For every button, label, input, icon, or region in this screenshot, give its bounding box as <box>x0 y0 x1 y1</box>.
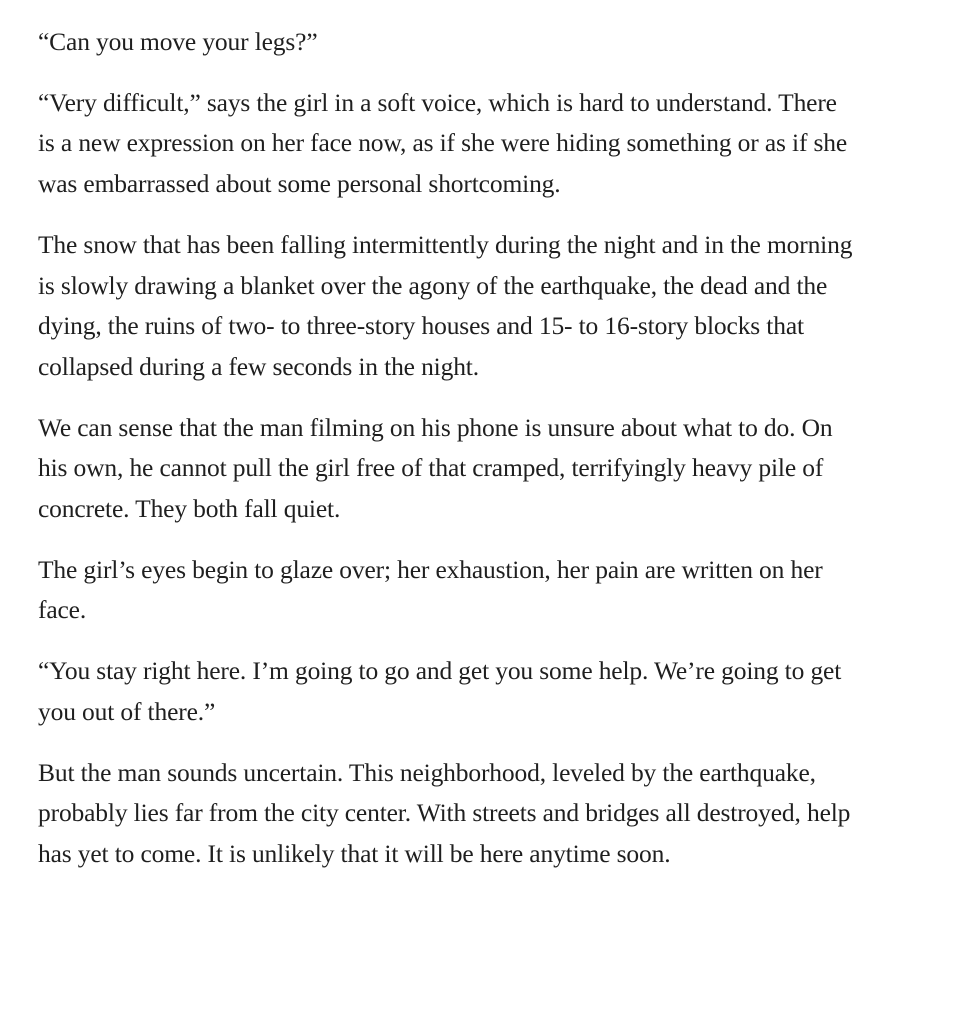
paragraph-dialogue-question: “Can you move your legs?” <box>38 27 318 56</box>
paragraph-snow-description: The snow that has been falling intermittently during the night and in the morning is slowly drawing a blanket over the agony of the earthquake, the dead and the dying, the ruins of two- to three-story houses and 15- to 16-story blocks that collapsed during a few seconds in the night. <box>38 229 853 381</box>
paragraph-help-uncertain: But the man sounds uncertain. This neighborhood, leveled by the earthquake, probably lies far from the city center. With streets and bridges all destroyed, help has yet to come. It is unlikely that it will be here anytime soon. <box>38 757 851 868</box>
paragraph-girl-exhaustion: The girl’s eyes begin to glaze over; her exhaustion, her pain are written on her face. <box>38 554 823 625</box>
article-body <box>38 22 858 895</box>
paragraph-girl-reply: “Very difficult,” says the girl in a soft voice, which is hard to understand. There is a new expression on her face now, as if she were hiding something or as if she was embarrassed about some personal shortcoming. <box>38 87 848 199</box>
paragraph-man-filming: We can sense that the man filming on his phone is unsure about what to do. On his own, he cannot pull the girl free of that cramped, terrifyingly heavy pile of concrete. They both fall quiet. <box>38 412 833 524</box>
paragraph-man-promise: “You stay right here. I’m going to go and get you some help. We’re going to get you out of there.” <box>38 656 842 726</box>
